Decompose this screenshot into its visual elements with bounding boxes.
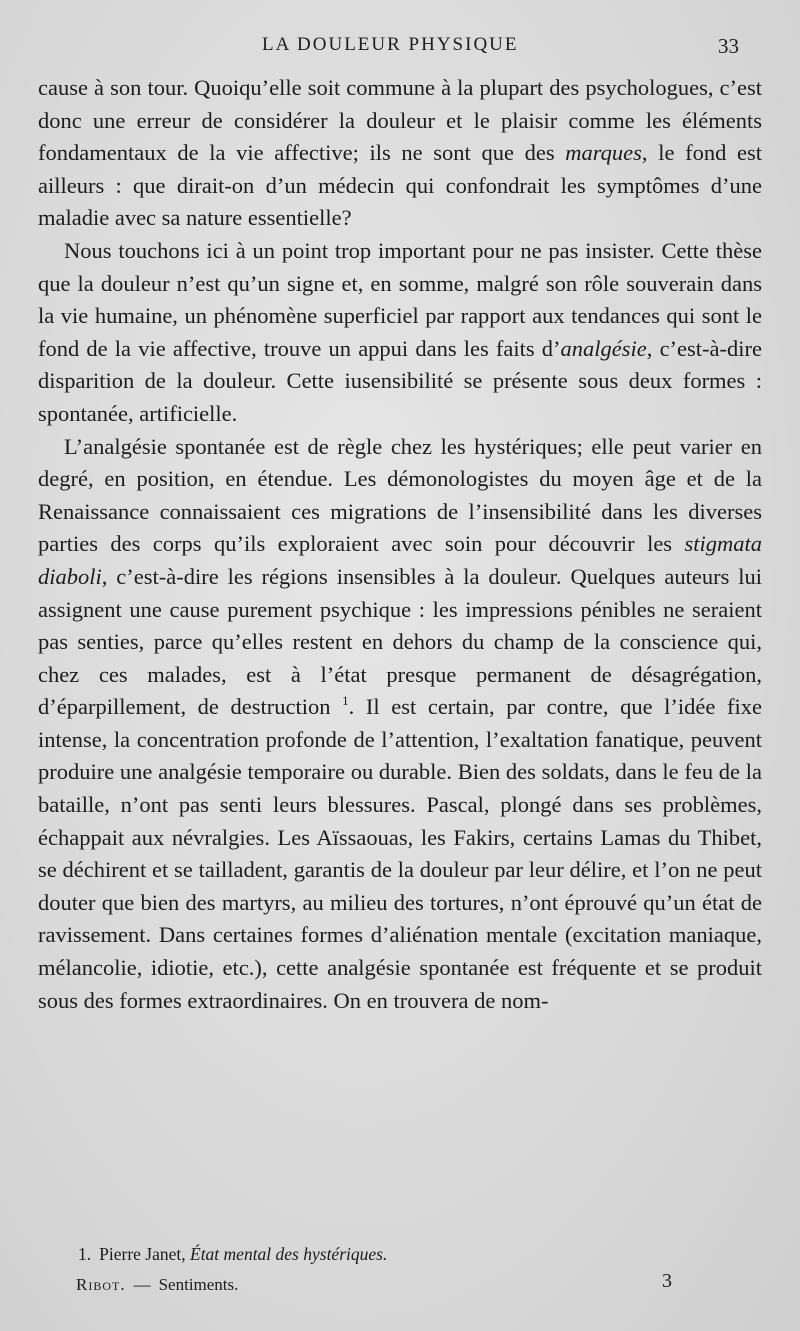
text-run: L’analgésie spontanée est de règle chez les hystériques; elle peut varier en degré, en position, en étendue. Les démonologistes du moyen âge et de la Renaissance connaissaient ces migrations de l’insensibilité dans les diverses parties des corps qu’ils exploraient avec soin pour découvrir les	[38, 433, 762, 557]
paragraph	[38, 235, 762, 431]
sheet-number: 3	[662, 1270, 672, 1292]
footnote	[78, 1244, 387, 1265]
footnote-author: Pierre Janet,	[99, 1244, 186, 1264]
text-run: , le fond est ailleurs : que dirait-on d’un médecin qui confondrait les symptômes d’une maladie avec sa nature essentielle?	[38, 140, 762, 231]
paragraph	[38, 72, 762, 235]
footnote-title: État mental des hystériques.	[190, 1244, 388, 1264]
paragraph	[38, 431, 762, 1018]
footnote-marker: 1	[342, 693, 349, 709]
italic-term: analgésie	[560, 335, 647, 361]
footnote-number: 1.	[78, 1244, 92, 1264]
text-run: . Il est certain, par contre, que l’idée fixe intense, la concentration profonde de l’attention, l’exaltation fanatique, peuvent produire une analgésie temporaire ou durable. Bien des soldats, dans le feu de la bataille, n’ont pas senti leurs blessures. Pascal, plongé dans ses problèmes, échappait aux névralgies. Les Aïssaouas, les Fakirs, certains Lamas du Thibet, se déchirent et se tailladent, garantis de la douleur par leur délire, et l’on ne peut douter que bien des martyrs, au milieu des tortures, n’ont éprouvé qu’un état de ravissement. Dans certaines formes d’aliénation mentale (excitation maniaque, mélancolie, idiotie, etc.), cette analgésie spontanée est fréquente et se produit sous des formes extraordinaires. On en trouvera de nom-	[38, 694, 762, 1013]
signature-work: Sentiments.	[158, 1275, 239, 1294]
body-text	[38, 72, 762, 1017]
text-run: , c’est-à-dire disparition de la douleur. Cette iusensibilité se présente sous deux formes : spontanée, artificielle.	[38, 335, 762, 426]
page-header	[0, 34, 800, 64]
signature-author: Ribot.	[76, 1275, 126, 1294]
signature-separator: —	[133, 1275, 151, 1294]
page-number: 33	[718, 34, 739, 58]
running-title: LA DOULEUR PHYSIQUE	[262, 34, 519, 55]
printer-signature	[76, 1275, 238, 1295]
text-run: cause à son tour. Quoiqu’elle soit commune à la plupart des psychologues, c’est donc une erreur de considérer la douleur et le plaisir comme les éléments fondamentaux de la vie affective; ils ne sont que des	[38, 75, 762, 166]
text-run: , c’est-à-dire les régions insensibles à la douleur. Quelques auteurs lui assignent une cause purement psychique : les impressions pénibles ne seraient pas senties, parce qu’elles restent en dehors du champ de la conscience qui, chez ces malades, est à l’état presque permanent de désagrégation, d’éparpillement, de destruction	[38, 563, 762, 720]
italic-term: stigmata diaboli	[38, 531, 762, 589]
italic-term: marques	[565, 140, 642, 166]
text-run: Nous touchons ici à un point trop important pour ne pas insister. Cette thèse que la douleur n’est qu’un signe et, en somme, malgré son rôle souverain dans la vie humaine, un phénomène superficiel par rapport aux tendances qui sont le fond de la vie affective, trouve un appui dans les faits d’	[38, 237, 762, 361]
